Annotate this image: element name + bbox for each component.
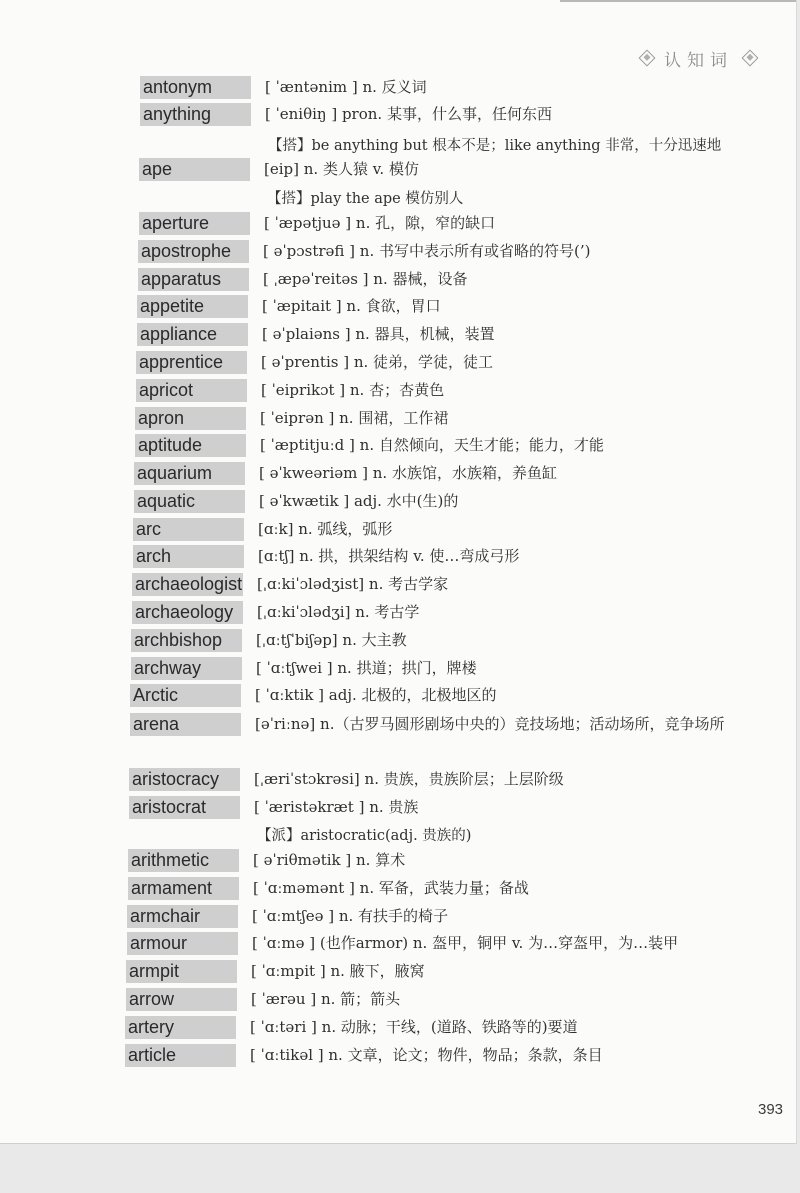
definition: [ ˈɑːtikəl ] n. 文章，论文；物件，物品；条款，条目 (250, 1046, 603, 1064)
definition: [ ˈæpitait ] n. 食欲，胃口 (262, 297, 441, 315)
list-item (139, 158, 789, 181)
list-item (140, 103, 790, 126)
list-item (131, 629, 781, 652)
list-item (127, 932, 777, 955)
list-item (136, 351, 786, 374)
headword: apron (135, 407, 246, 430)
list-item (137, 323, 787, 346)
definition: [əˈriːnə] n.（古罗马圆形剧场中央的）竞技场地；活动场所，竞争场所 (255, 715, 725, 733)
headword: archaeologist (132, 573, 243, 596)
definition: [ˌɑːtʃˈbiʃəp] n. 大主教 (256, 631, 407, 649)
headword: aptitude (135, 434, 246, 457)
collocation-note: 【搭】play the ape 模仿别人 (267, 191, 464, 207)
definition: [ ˈɑːməmənt ] n. 军备，武装力量；备战 (253, 879, 529, 897)
page-header (638, 44, 759, 72)
headword: Arctic (130, 684, 241, 707)
list-item (129, 768, 779, 791)
headword: armour (127, 932, 238, 955)
headword: armpit (126, 960, 237, 983)
list-item (126, 960, 776, 983)
headword: artery (125, 1016, 236, 1039)
headword: anything (140, 103, 251, 126)
definition: [ ˈæristəkræt ] n. 贵族 (254, 798, 419, 816)
headword: arrow (126, 988, 237, 1011)
list-item (133, 545, 783, 568)
list-item (134, 462, 784, 485)
headword: appetite (137, 295, 248, 318)
definition: [ əˈkweəriəm ] n. 水族馆，水族箱，养鱼缸 (259, 464, 557, 482)
definition: [ əˈprentis ] n. 徒弟，学徒，徒工 (261, 353, 494, 371)
diamond-icon (742, 50, 759, 67)
definition: [ ˈeiprən ] n. 围裙，工作裙 (260, 409, 449, 427)
list-item (128, 877, 778, 900)
page-number: 393 (758, 1101, 784, 1118)
definition: [ əˈplaiəns ] n. 器具，机械，装置 (262, 325, 495, 343)
definition: [ əˈpɔstrəfi ] n. 书写中表示所有或省略的符号(’) (263, 242, 591, 260)
headword: armament (128, 877, 239, 900)
headword: antonym (140, 76, 251, 99)
headword: arch (133, 545, 244, 568)
definition: [ɑːtʃ] n. 拱，拱架结构 v. 使…弯成弓形 (258, 547, 520, 565)
list-item (132, 601, 782, 624)
list-item (125, 1016, 775, 1039)
definition: [eip] n. 类人猿 v. 模仿 (264, 160, 419, 178)
headword: aristocrat (129, 796, 240, 819)
list-item (127, 905, 777, 928)
definition: [ ˈɑːktik ] adj. 北极的，北极地区的 (255, 686, 497, 704)
headword: article (125, 1044, 236, 1067)
definition: [ ˌæpəˈreitəs ] n. 器械，设备 (263, 270, 468, 288)
definition: [ˌɑːkiˈɔlədʒi] n. 考古学 (257, 603, 420, 621)
definition: [ ˈɑːmə ] (也作armor) n. 盔甲，铜甲 v. 为…穿盔甲，为…装甲 (252, 934, 679, 952)
headword: aquarium (134, 462, 245, 485)
list-item (135, 434, 785, 457)
definition: [ ˈæntənim ] n. 反义词 (265, 78, 427, 96)
headword: archbishop (131, 629, 242, 652)
diamond-icon (639, 50, 656, 67)
definition: [ ˈæpətjuə ] n. 孔，隙，窄的缺口 (264, 214, 496, 232)
headword: aquatic (134, 490, 245, 513)
collocation-note: 【搭】be anything but 根本不是；like anything 非常，十分迅速地 (268, 138, 722, 154)
list-item (126, 988, 776, 1011)
headword: apricot (136, 379, 247, 402)
list-item (135, 407, 785, 430)
list-item (139, 212, 789, 235)
definition: [ ˈeniθiŋ ] pron. 某事，什么事，任何东西 (265, 105, 552, 123)
headword: apparatus (138, 268, 249, 291)
definition: [ ˈeiprikɔt ] n. 杏；杏黄色 (261, 381, 445, 399)
headword: appliance (137, 323, 248, 346)
headword: apostrophe (138, 240, 249, 263)
headword: armchair (127, 905, 238, 928)
definition: [ ˈɑːtʃwei ] n. 拱道；拱门，牌楼 (256, 659, 477, 677)
headword: arithmetic (128, 849, 239, 872)
list-item (125, 1044, 775, 1067)
definition: [ɑːk] n. 弧线，弧形 (258, 520, 393, 538)
list-item (136, 379, 786, 402)
list-item (128, 849, 778, 872)
list-item (129, 796, 779, 819)
definition: [ ˈɑːtəri ] n. 动脉；干线，(道路、铁路等的)要道 (250, 1018, 578, 1036)
headword: arc (133, 518, 244, 541)
definition: [ ˈɑːmtʃeə ] n. 有扶手的椅子 (252, 907, 449, 925)
definition: [ ˈæptitjuːd ] n. 自然倾向，天生才能；能力，才能 (260, 436, 604, 454)
list-item (132, 573, 782, 596)
list-item (134, 490, 784, 513)
definition: [ˌæriˈstɔkrəsi] n. 贵族，贵族阶层；上层阶级 (254, 770, 564, 788)
list-item (138, 268, 788, 291)
list-item (137, 295, 787, 318)
headword: archaeology (132, 601, 243, 624)
definition: [ ˈærəu ] n. 箭；箭头 (251, 990, 401, 1008)
definition: [ əˈkwætik ] adj. 水中(生)的 (259, 492, 459, 510)
list-item (130, 684, 780, 707)
headword: arena (130, 713, 241, 736)
list-item (131, 657, 781, 680)
headword: ape (139, 158, 250, 181)
headword: archway (131, 657, 242, 680)
headword: aristocracy (129, 768, 240, 791)
list-item (130, 713, 780, 736)
definition: [ ˈɑːmpit ] n. 腋下，腋窝 (251, 962, 425, 980)
collocation-note: 【派】aristocratic(adj. 贵族的) (257, 828, 472, 844)
list-item (138, 240, 788, 263)
headword: apprentice (136, 351, 247, 374)
list-item (133, 518, 783, 541)
headword: aperture (139, 212, 250, 235)
definition: [ˌɑːkiˈɔlədʒist] n. 考古学家 (257, 575, 449, 593)
list-item (140, 76, 790, 99)
definition: [ əˈriθmətik ] n. 算术 (253, 851, 406, 869)
header-title: 认知词 (664, 50, 733, 71)
